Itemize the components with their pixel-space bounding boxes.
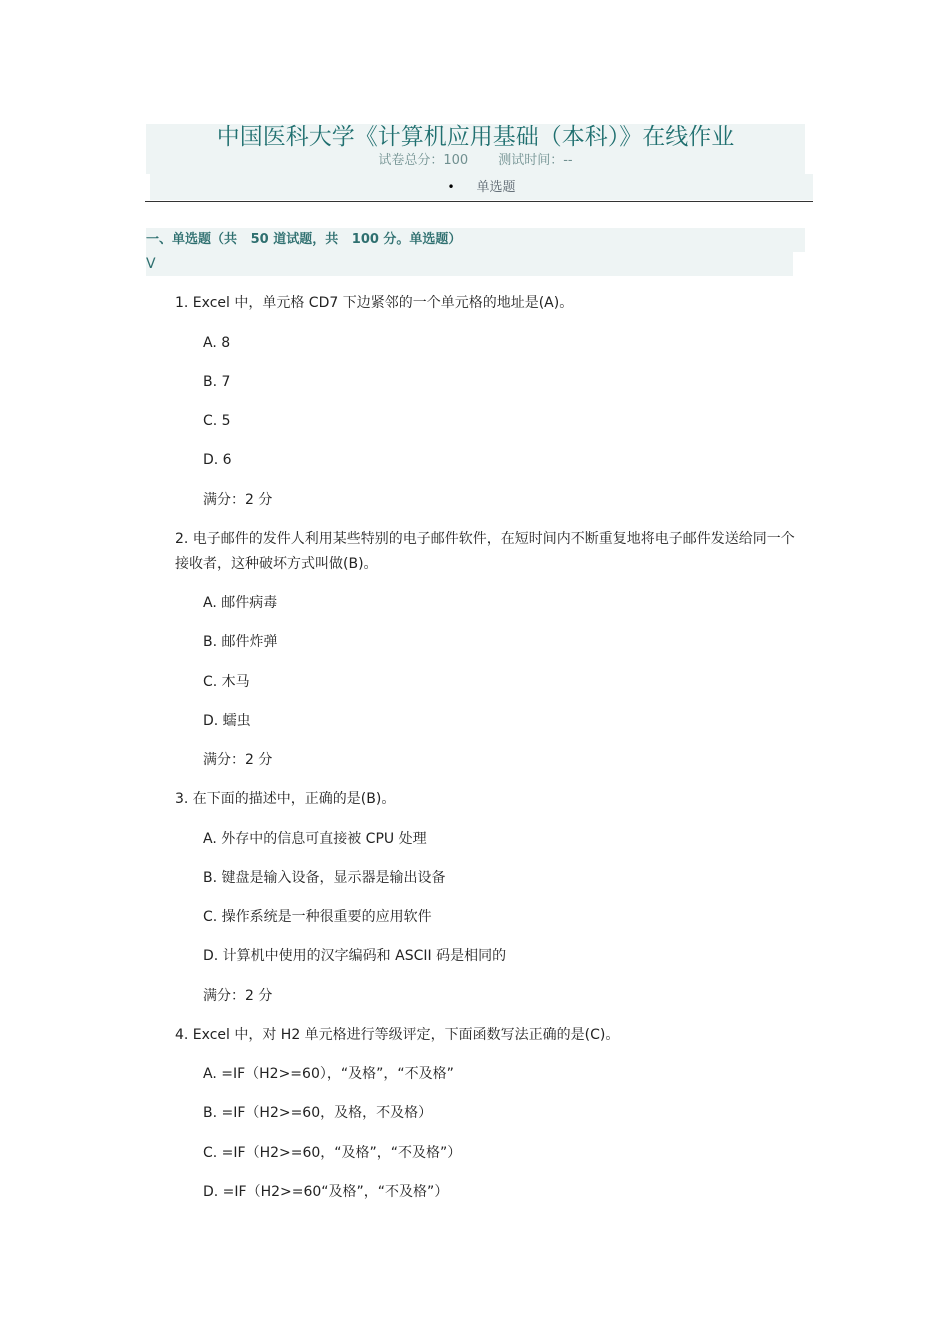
option: A. =IF（H2>=60），“及格”，“不及格” — [203, 1066, 454, 1082]
question-score: 满分：2 分 — [203, 988, 273, 1004]
option: A. 邮件病毒 — [203, 595, 278, 611]
option: B. 7 — [203, 374, 231, 390]
total-score: 试卷总分：100 — [378, 153, 469, 168]
exam-meta — [146, 152, 805, 170]
option: C. 5 — [203, 413, 231, 429]
question-text: 3. 在下面的描述中，正确的是(B)。 — [175, 791, 396, 807]
section-marker-background — [146, 252, 793, 276]
section-nav — [150, 178, 813, 197]
option: C. 木马 — [203, 674, 250, 690]
section-marker: V — [146, 256, 156, 272]
option: D. 6 — [203, 452, 232, 468]
option: C. =IF（H2>=60，“及格”，“不及格”） — [203, 1145, 462, 1161]
option: A. 8 — [203, 335, 231, 351]
section-title: 一、单选题（共 50 道试题，共 100 分。单选题） — [146, 232, 462, 247]
question-score: 满分：2 分 — [203, 752, 273, 768]
option: B. =IF（H2>=60，及格，不及格） — [203, 1105, 433, 1121]
question-text: 1. Excel 中，单元格 CD7 下边紧邻的一个单元格的地址是(A)。 — [175, 295, 574, 311]
option: D. =IF（H2>=60“及格”，“不及格”） — [203, 1184, 449, 1200]
question-text: 2. 电子邮件的发件人利用某些特别的电子邮件软件，在短时间内不断重复地将电子邮件发送给同一个接收者，这种破坏方式叫做(B)。 — [175, 531, 795, 572]
page-title: 中国医科大学《计算机应用基础（本科）》在线作业 — [216, 124, 735, 150]
option: D. 计算机中使用的汉字编码和 ASCII 码是相同的 — [203, 948, 507, 964]
nav-bullet: • — [447, 180, 455, 194]
option: A. 外存中的信息可直接被 CPU 处理 — [203, 831, 427, 847]
test-time: 测试时间：-- — [498, 153, 573, 168]
option: D. 蠕虫 — [203, 713, 251, 729]
nav-item-single-choice[interactable]: 单选题 — [476, 180, 516, 195]
option: C. 操作系统是一种很重要的应用软件 — [203, 909, 432, 925]
question-score: 满分：2 分 — [203, 492, 273, 508]
option: B. 键盘是输入设备，显示器是输出设备 — [203, 870, 446, 886]
header-divider — [145, 201, 813, 202]
question-text: 4. Excel 中，对 H2 单元格进行等级评定，下面函数写法正确的是(C)。 — [175, 1027, 620, 1043]
option: B. 邮件炸弹 — [203, 634, 278, 650]
